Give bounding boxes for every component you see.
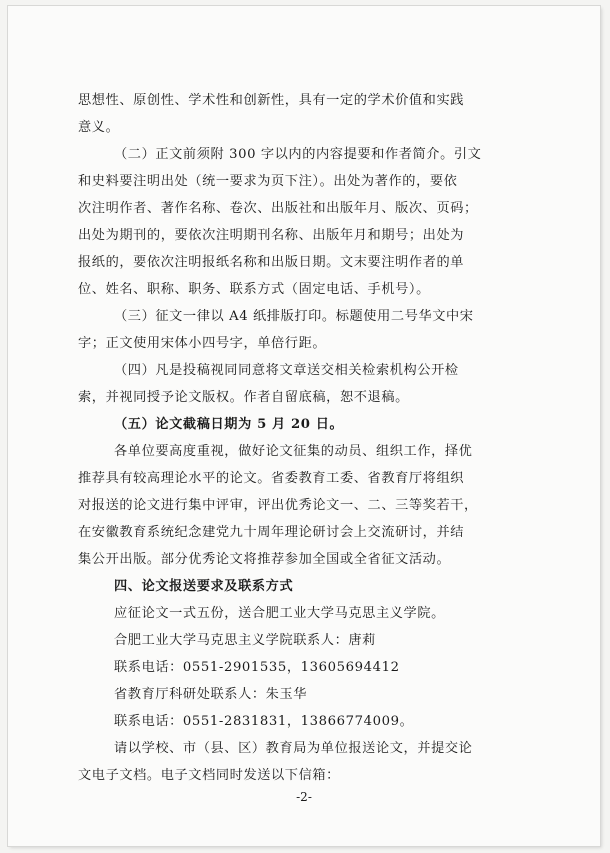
text-line: 意义。 xyxy=(78,120,120,135)
text-line: 各单位要高度重视，做好论文征集的动员、组织工作，择优 xyxy=(114,444,473,459)
text-line: 合肥工业大学马克思主义学院联系人：唐莉 xyxy=(114,633,376,648)
text-line: 次注明作者、著作名称、卷次、出版社和出版年月、版次、页码； xyxy=(78,201,478,216)
document-page xyxy=(8,6,600,846)
page-number: -2- xyxy=(296,790,312,804)
text-line: （二）正文前须附 300 字以内的内容提要和作者简介。引文 xyxy=(114,147,482,162)
text-line: 应征论文一式五份，送合肥工业大学马克思主义学院。 xyxy=(114,606,445,621)
text-line: （五）论文截稿日期为 5 月 20 日。 xyxy=(114,417,344,432)
text-line: （三）征文一律以 A4 纸排版打印。标题使用二号华文中宋 xyxy=(114,309,474,324)
text-line: 在安徽教育系统纪念建党九十周年理论研讨会上交流研讨，并结 xyxy=(78,525,465,540)
text-line: （四）凡是投稿视同同意将文章送交相关检索机构公开检 xyxy=(114,363,459,378)
text-line: 和史料要注明出处（统一要求为页下注）。出处为著作的，要依 xyxy=(78,174,458,189)
text-line: 报纸的，要依次注明报纸名称和出版日期。文末要注明作者的单 xyxy=(78,255,465,270)
text-line: 字；正文使用宋体小四号字，单倍行距。 xyxy=(78,336,327,351)
text-line: 对报送的论文进行集中评审，评出优秀论文一、二、三等奖若干， xyxy=(78,498,478,513)
text-line: 索，并视同授予论文版权。作者自留底稿，恕不退稿。 xyxy=(78,390,409,405)
text-line: 文电子文档。电子文档同时发送以下信箱： xyxy=(78,768,340,783)
section-heading: 四、论文报送要求及联系方式 xyxy=(114,579,294,594)
text-line: 请以学校、市（县、区）教育局为单位报送论文，并提交论 xyxy=(114,741,473,756)
text-line: 位、姓名、职称、职务、联系方式（固定电话、手机号）。 xyxy=(78,282,430,297)
text-line: 联系电话：0551-2831831，13866774009。 xyxy=(114,714,414,729)
text-line: 省教育厅科研处联系人：朱玉华 xyxy=(114,687,308,702)
text-line: 出处为期刊的，要依次注明期刊名称、出版年月和期号；出处为 xyxy=(78,228,465,243)
text-line: 推荐具有较高理论水平的论文。省委教育工委、省教育厅将组织 xyxy=(78,471,465,486)
text-line: 集公开出版。部分优秀论文将推荐参加全国或全省征文活动。 xyxy=(78,552,451,567)
text-line: 思想性、原创性、学术性和创新性，具有一定的学术价值和实践 xyxy=(78,93,465,108)
text-line: 联系电话：0551-2901535，13605694412 xyxy=(114,660,400,675)
